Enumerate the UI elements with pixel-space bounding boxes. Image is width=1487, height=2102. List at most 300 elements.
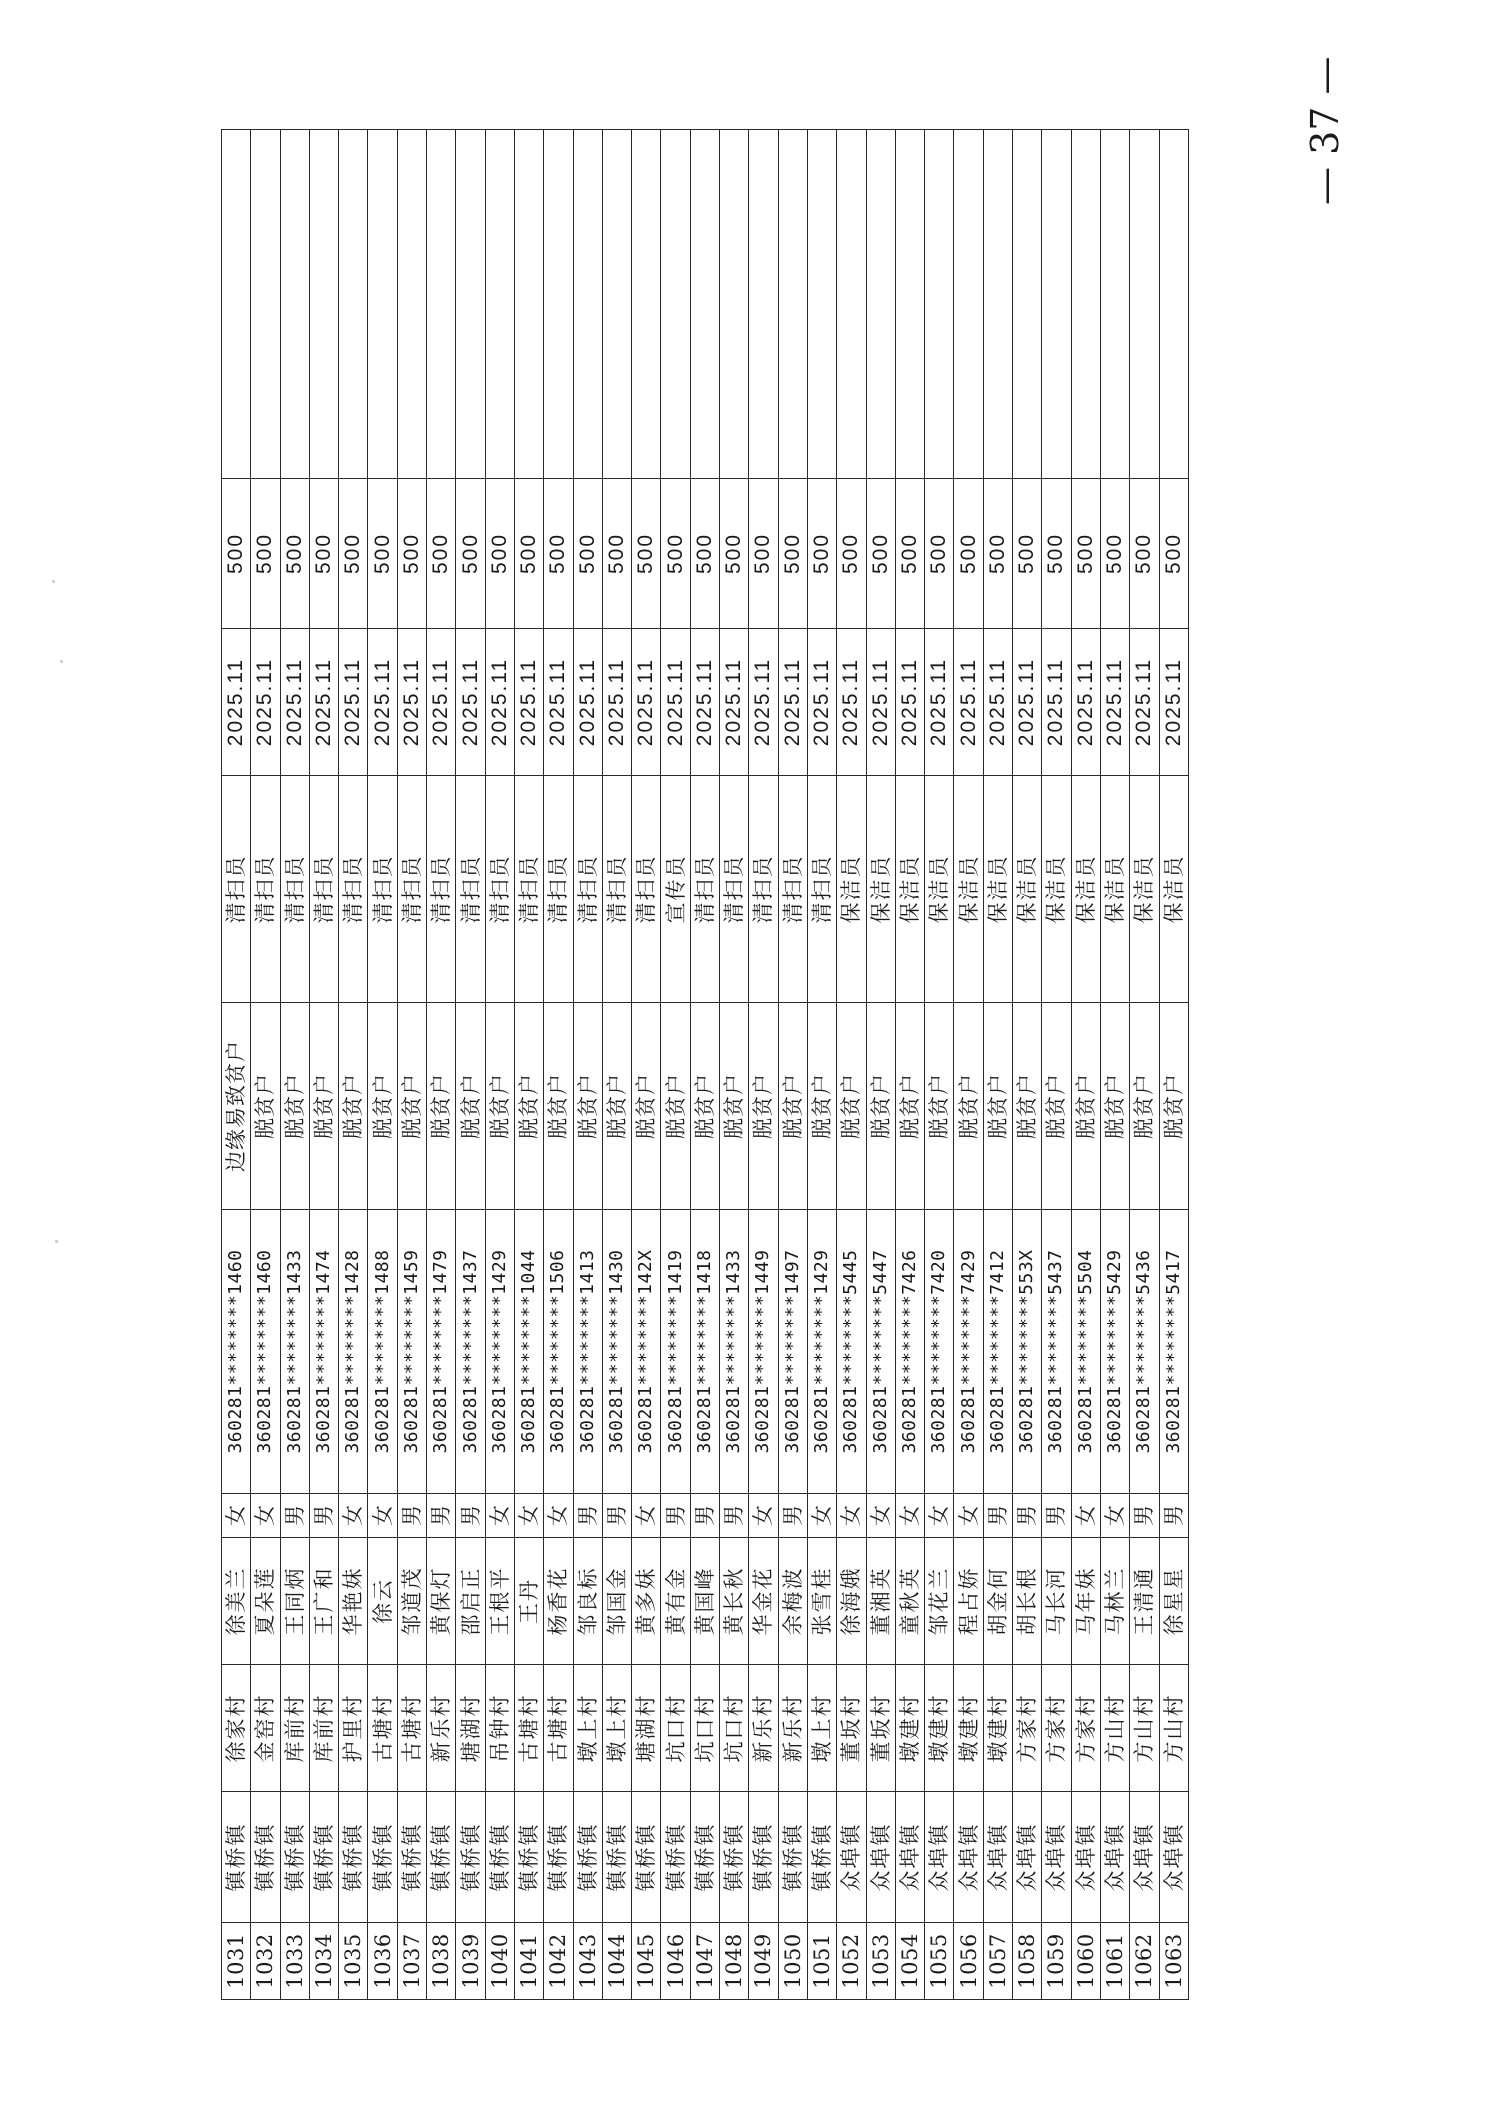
household-type-cell: 脱贫户 [1071, 1003, 1100, 1210]
table-row [251, 130, 280, 2000]
date-cell: 2025.11 [1159, 629, 1188, 776]
row-index-cell: 1043 [573, 1923, 602, 2000]
household-type-cell: 脱贫户 [632, 1003, 661, 1210]
village-cell: 库前村 [280, 1665, 309, 1792]
id-number-cell: 360281********5445 [837, 1210, 866, 1494]
table-row [632, 130, 661, 2000]
row-index-cell: 1047 [690, 1923, 719, 2000]
household-type-cell: 脱贫户 [251, 1003, 280, 1210]
sex-cell: 女 [1100, 1494, 1129, 1538]
sex-cell: 男 [397, 1494, 426, 1538]
row-index-cell: 1063 [1159, 1923, 1188, 2000]
job-cell: 清扫员 [573, 776, 602, 1003]
town-cell: 镇桥镇 [339, 1792, 368, 1923]
job-cell: 保洁员 [954, 776, 983, 1003]
household-type-cell: 边缘易致贫户 [222, 1003, 251, 1210]
table-row [456, 130, 485, 2000]
amount-cell: 500 [280, 479, 309, 629]
date-cell: 2025.11 [661, 629, 690, 776]
id-number-cell: 360281********1419 [661, 1210, 690, 1494]
id-number-cell: 360281********7426 [895, 1210, 924, 1494]
job-cell: 清扫员 [339, 776, 368, 1003]
sex-cell: 女 [866, 1494, 895, 1538]
sex-cell: 男 [661, 1494, 690, 1538]
row-index-cell: 1058 [1013, 1923, 1042, 2000]
id-number-cell: 360281********1488 [368, 1210, 397, 1494]
amount-cell: 500 [807, 479, 836, 629]
job-cell: 清扫员 [720, 776, 749, 1003]
name-cell: 胡金何 [983, 1538, 1012, 1665]
town-cell: 镇桥镇 [661, 1792, 690, 1923]
name-cell: 徐云 [368, 1538, 397, 1665]
id-number-cell: 360281********1413 [573, 1210, 602, 1494]
sex-cell: 男 [456, 1494, 485, 1538]
name-cell: 程占娇 [954, 1538, 983, 1665]
row-index-cell: 1032 [251, 1923, 280, 2000]
blank-cell [983, 130, 1012, 479]
table-row [397, 130, 426, 2000]
job-cell: 清扫员 [544, 776, 573, 1003]
town-cell: 镇桥镇 [397, 1792, 426, 1923]
village-cell: 坑口村 [720, 1665, 749, 1792]
table-row [1013, 130, 1042, 2000]
blank-cell [368, 130, 397, 479]
amount-cell: 500 [1042, 479, 1071, 629]
id-number-cell: 360281********1474 [309, 1210, 338, 1494]
amount-cell: 500 [1071, 479, 1100, 629]
row-index-cell: 1052 [837, 1923, 866, 2000]
table-row [749, 130, 778, 2000]
town-cell: 众埠镇 [954, 1792, 983, 1923]
amount-cell: 500 [925, 479, 954, 629]
town-cell: 众埠镇 [1071, 1792, 1100, 1923]
id-number-cell: 360281********1428 [339, 1210, 368, 1494]
sex-cell: 男 [573, 1494, 602, 1538]
date-cell: 2025.11 [339, 629, 368, 776]
amount-cell: 500 [602, 479, 631, 629]
id-number-cell: 360281********1433 [280, 1210, 309, 1494]
town-cell: 镇桥镇 [720, 1792, 749, 1923]
town-cell: 众埠镇 [837, 1792, 866, 1923]
job-cell: 清扫员 [456, 776, 485, 1003]
table-row [895, 130, 924, 2000]
amount-cell: 500 [339, 479, 368, 629]
job-cell: 清扫员 [427, 776, 456, 1003]
blank-cell [690, 130, 719, 479]
id-number-cell: 360281********7429 [954, 1210, 983, 1494]
roster-table [221, 129, 1189, 2000]
village-cell: 古塘村 [397, 1665, 426, 1792]
village-cell: 徐家村 [222, 1665, 251, 1792]
household-type-cell: 脱贫户 [1130, 1003, 1159, 1210]
town-cell: 众埠镇 [1100, 1792, 1129, 1923]
village-cell: 护里村 [339, 1665, 368, 1792]
amount-cell: 500 [573, 479, 602, 629]
village-cell: 方山村 [1130, 1665, 1159, 1792]
row-index-cell: 1049 [749, 1923, 778, 2000]
household-type-cell: 脱贫户 [602, 1003, 631, 1210]
town-cell: 镇桥镇 [222, 1792, 251, 1923]
table-row [720, 130, 749, 2000]
name-cell: 黄国峰 [690, 1538, 719, 1665]
name-cell: 黄多妹 [632, 1538, 661, 1665]
id-number-cell: 360281********1044 [514, 1210, 543, 1494]
name-cell: 黄有金 [661, 1538, 690, 1665]
town-cell: 众埠镇 [895, 1792, 924, 1923]
row-index-cell: 1042 [544, 1923, 573, 2000]
town-cell: 镇桥镇 [749, 1792, 778, 1923]
sex-cell: 女 [339, 1494, 368, 1538]
name-cell: 胡长根 [1013, 1538, 1042, 1665]
village-cell: 墩上村 [602, 1665, 631, 1792]
row-index-cell: 1038 [427, 1923, 456, 2000]
village-cell: 古塘村 [368, 1665, 397, 1792]
amount-cell: 500 [837, 479, 866, 629]
household-type-cell: 脱贫户 [1042, 1003, 1071, 1210]
id-number-cell: 360281********5436 [1130, 1210, 1159, 1494]
date-cell: 2025.11 [632, 629, 661, 776]
village-cell: 墩建村 [954, 1665, 983, 1792]
date-cell: 2025.11 [397, 629, 426, 776]
town-cell: 镇桥镇 [251, 1792, 280, 1923]
table-row [427, 130, 456, 2000]
name-cell: 童秋英 [895, 1538, 924, 1665]
amount-cell: 500 [397, 479, 426, 629]
village-cell: 古塘村 [544, 1665, 573, 1792]
amount-cell: 500 [661, 479, 690, 629]
sex-cell: 男 [309, 1494, 338, 1538]
blank-cell [720, 130, 749, 479]
id-number-cell: 360281********5429 [1100, 1210, 1129, 1494]
id-number-cell: 360281********5447 [866, 1210, 895, 1494]
table-row [309, 130, 338, 2000]
date-cell: 2025.11 [427, 629, 456, 776]
id-number-cell: 360281********1430 [602, 1210, 631, 1494]
job-cell: 保洁员 [1071, 776, 1100, 1003]
date-cell: 2025.11 [895, 629, 924, 776]
town-cell: 众埠镇 [866, 1792, 895, 1923]
sex-cell: 女 [368, 1494, 397, 1538]
town-cell: 镇桥镇 [807, 1792, 836, 1923]
date-cell: 2025.11 [602, 629, 631, 776]
row-index-cell: 1054 [895, 1923, 924, 2000]
date-cell: 2025.11 [720, 629, 749, 776]
row-index-cell: 1056 [954, 1923, 983, 2000]
name-cell: 华艳妹 [339, 1538, 368, 1665]
date-cell: 2025.11 [954, 629, 983, 776]
sex-cell: 女 [1071, 1494, 1100, 1538]
sex-cell: 男 [280, 1494, 309, 1538]
table-row [925, 130, 954, 2000]
town-cell: 镇桥镇 [368, 1792, 397, 1923]
row-index-cell: 1057 [983, 1923, 1012, 2000]
date-cell: 2025.11 [749, 629, 778, 776]
date-cell: 2025.11 [1071, 629, 1100, 776]
row-index-cell: 1039 [456, 1923, 485, 2000]
row-index-cell: 1040 [485, 1923, 514, 2000]
village-cell: 董坂村 [837, 1665, 866, 1792]
id-number-cell: 360281********7420 [925, 1210, 954, 1494]
household-type-cell: 脱贫户 [427, 1003, 456, 1210]
blank-cell [778, 130, 807, 479]
sex-cell: 女 [222, 1494, 251, 1538]
amount-cell: 500 [1100, 479, 1129, 629]
household-type-cell: 脱贫户 [720, 1003, 749, 1210]
table-row [1130, 130, 1159, 2000]
name-cell: 董湘英 [866, 1538, 895, 1665]
village-cell: 古塘村 [514, 1665, 543, 1792]
village-cell: 坑口村 [661, 1665, 690, 1792]
town-cell: 镇桥镇 [573, 1792, 602, 1923]
table-row [778, 130, 807, 2000]
job-cell: 清扫员 [749, 776, 778, 1003]
date-cell: 2025.11 [807, 629, 836, 776]
table-row [983, 130, 1012, 2000]
blank-cell [1159, 130, 1188, 479]
row-index-cell: 1062 [1130, 1923, 1159, 2000]
amount-cell: 500 [690, 479, 719, 629]
table-row [485, 130, 514, 2000]
blank-cell [485, 130, 514, 479]
job-cell: 保洁员 [895, 776, 924, 1003]
sex-cell: 男 [1042, 1494, 1071, 1538]
village-cell: 金窑村 [251, 1665, 280, 1792]
household-type-cell: 脱贫户 [456, 1003, 485, 1210]
blank-cell [514, 130, 543, 479]
amount-cell: 500 [222, 479, 251, 629]
name-cell: 夏朵莲 [251, 1538, 280, 1665]
job-cell: 清扫员 [280, 776, 309, 1003]
sex-cell: 男 [1159, 1494, 1188, 1538]
row-index-cell: 1031 [222, 1923, 251, 2000]
id-number-cell: 360281********1460 [222, 1210, 251, 1494]
id-number-cell: 360281********5437 [1042, 1210, 1071, 1494]
row-index-cell: 1051 [807, 1923, 836, 2000]
household-type-cell: 脱贫户 [661, 1003, 690, 1210]
village-cell: 方山村 [1159, 1665, 1188, 1792]
village-cell: 塘湖村 [632, 1665, 661, 1792]
blank-cell [251, 130, 280, 479]
date-cell: 2025.11 [837, 629, 866, 776]
town-cell: 镇桥镇 [456, 1792, 485, 1923]
household-type-cell: 脱贫户 [397, 1003, 426, 1210]
blank-cell [749, 130, 778, 479]
job-cell: 保洁员 [1042, 776, 1071, 1003]
row-index-cell: 1037 [397, 1923, 426, 2000]
row-index-cell: 1033 [280, 1923, 309, 2000]
village-cell: 新乐村 [778, 1665, 807, 1792]
sex-cell: 男 [690, 1494, 719, 1538]
date-cell: 2025.11 [573, 629, 602, 776]
amount-cell: 500 [720, 479, 749, 629]
name-cell: 马林兰 [1100, 1538, 1129, 1665]
sex-cell: 男 [983, 1494, 1012, 1538]
blank-cell [602, 130, 631, 479]
job-cell: 清扫员 [222, 776, 251, 1003]
blank-cell [1071, 130, 1100, 479]
date-cell: 2025.11 [1042, 629, 1071, 776]
blank-cell [456, 130, 485, 479]
row-index-cell: 1055 [925, 1923, 954, 2000]
household-type-cell: 脱贫户 [895, 1003, 924, 1210]
village-cell: 墩上村 [807, 1665, 836, 1792]
amount-cell: 500 [368, 479, 397, 629]
row-index-cell: 1061 [1100, 1923, 1129, 2000]
name-cell: 王清通 [1130, 1538, 1159, 1665]
sex-cell: 女 [807, 1494, 836, 1538]
blank-cell [1100, 130, 1129, 479]
amount-cell: 500 [983, 479, 1012, 629]
village-cell: 新乐村 [427, 1665, 456, 1792]
name-cell: 杨香花 [544, 1538, 573, 1665]
job-cell: 保洁员 [925, 776, 954, 1003]
town-cell: 镇桥镇 [309, 1792, 338, 1923]
table-row [339, 130, 368, 2000]
sex-cell: 男 [720, 1494, 749, 1538]
sex-cell: 男 [602, 1494, 631, 1538]
household-type-cell: 脱贫户 [807, 1003, 836, 1210]
village-cell: 董坂村 [866, 1665, 895, 1792]
blank-cell [397, 130, 426, 479]
date-cell: 2025.11 [1100, 629, 1129, 776]
id-number-cell: 360281********7412 [983, 1210, 1012, 1494]
table-row [954, 130, 983, 2000]
blank-cell [1013, 130, 1042, 479]
sex-cell: 女 [837, 1494, 866, 1538]
town-cell: 镇桥镇 [602, 1792, 631, 1923]
name-cell: 王根平 [485, 1538, 514, 1665]
household-type-cell: 脱贫户 [280, 1003, 309, 1210]
scan-speck [52, 580, 55, 583]
sex-cell: 男 [1130, 1494, 1159, 1538]
id-number-cell: 360281********1497 [778, 1210, 807, 1494]
town-cell: 镇桥镇 [632, 1792, 661, 1923]
household-type-cell: 脱贫户 [309, 1003, 338, 1210]
id-number-cell: 360281********1429 [485, 1210, 514, 1494]
date-cell: 2025.11 [309, 629, 338, 776]
scan-speck [60, 660, 63, 663]
blank-cell [339, 130, 368, 479]
name-cell: 邹花兰 [925, 1538, 954, 1665]
amount-cell: 500 [1130, 479, 1159, 629]
household-type-cell: 脱贫户 [983, 1003, 1012, 1210]
job-cell: 保洁员 [983, 776, 1012, 1003]
name-cell: 徐美兰 [222, 1538, 251, 1665]
id-number-cell: 360281********1449 [749, 1210, 778, 1494]
job-cell: 保洁员 [1130, 776, 1159, 1003]
amount-cell: 500 [632, 479, 661, 629]
date-cell: 2025.11 [544, 629, 573, 776]
name-cell: 王同炳 [280, 1538, 309, 1665]
name-cell: 王广和 [309, 1538, 338, 1665]
table-row [280, 130, 309, 2000]
household-type-cell: 脱贫户 [837, 1003, 866, 1210]
village-cell: 坑口村 [690, 1665, 719, 1792]
row-index-cell: 1036 [368, 1923, 397, 2000]
amount-cell: 500 [954, 479, 983, 629]
blank-cell [954, 130, 983, 479]
row-index-cell: 1045 [632, 1923, 661, 2000]
name-cell: 邵启正 [456, 1538, 485, 1665]
table-row [661, 130, 690, 2000]
job-cell: 清扫员 [778, 776, 807, 1003]
name-cell: 马年妹 [1071, 1538, 1100, 1665]
date-cell: 2025.11 [456, 629, 485, 776]
village-cell: 方家村 [1013, 1665, 1042, 1792]
id-number-cell: 360281********5417 [1159, 1210, 1188, 1494]
village-cell: 墩建村 [895, 1665, 924, 1792]
amount-cell: 500 [1159, 479, 1188, 629]
amount-cell: 500 [749, 479, 778, 629]
household-type-cell: 脱贫户 [778, 1003, 807, 1210]
row-index-cell: 1034 [309, 1923, 338, 2000]
job-cell: 清扫员 [397, 776, 426, 1003]
blank-cell [544, 130, 573, 479]
name-cell: 张雪桂 [807, 1538, 836, 1665]
job-cell: 清扫员 [514, 776, 543, 1003]
id-number-cell: 360281********553X [1013, 1210, 1042, 1494]
name-cell: 黄长秋 [720, 1538, 749, 1665]
blank-cell [427, 130, 456, 479]
name-cell: 黄保灯 [427, 1538, 456, 1665]
job-cell: 清扫员 [632, 776, 661, 1003]
table-row [1100, 130, 1129, 2000]
page-number: — 37 — [1303, 56, 1347, 205]
blank-cell [1042, 130, 1071, 479]
table-row [368, 130, 397, 2000]
household-type-cell: 脱贫户 [573, 1003, 602, 1210]
village-cell: 方家村 [1042, 1665, 1071, 1792]
job-cell: 清扫员 [485, 776, 514, 1003]
name-cell: 余梅波 [778, 1538, 807, 1665]
household-type-cell: 脱贫户 [690, 1003, 719, 1210]
household-type-cell: 脱贫户 [954, 1003, 983, 1210]
town-cell: 镇桥镇 [544, 1792, 573, 1923]
row-index-cell: 1035 [339, 1923, 368, 2000]
row-index-cell: 1046 [661, 1923, 690, 2000]
village-cell: 墩建村 [925, 1665, 954, 1792]
amount-cell: 500 [485, 479, 514, 629]
household-type-cell: 脱贫户 [1013, 1003, 1042, 1210]
date-cell: 2025.11 [514, 629, 543, 776]
household-type-cell: 脱贫户 [749, 1003, 778, 1210]
date-cell: 2025.11 [866, 629, 895, 776]
job-cell: 清扫员 [368, 776, 397, 1003]
date-cell: 2025.11 [280, 629, 309, 776]
name-cell: 邹良标 [573, 1538, 602, 1665]
village-cell: 方家村 [1071, 1665, 1100, 1792]
blank-cell [895, 130, 924, 479]
blank-cell [309, 130, 338, 479]
job-cell: 保洁员 [866, 776, 895, 1003]
id-number-cell: 360281********1418 [690, 1210, 719, 1494]
name-cell: 徐星星 [1159, 1538, 1188, 1665]
job-cell: 清扫员 [807, 776, 836, 1003]
name-cell: 徐海娥 [837, 1538, 866, 1665]
id-number-cell: 360281********1429 [807, 1210, 836, 1494]
sex-cell: 女 [749, 1494, 778, 1538]
sex-cell: 女 [544, 1494, 573, 1538]
date-cell: 2025.11 [1013, 629, 1042, 776]
sex-cell: 女 [485, 1494, 514, 1538]
sex-cell: 女 [925, 1494, 954, 1538]
job-cell: 保洁员 [1159, 776, 1188, 1003]
date-cell: 2025.11 [690, 629, 719, 776]
id-number-cell: 360281********1479 [427, 1210, 456, 1494]
table-row [544, 130, 573, 2000]
household-type-cell: 脱贫户 [1100, 1003, 1129, 1210]
blank-cell [573, 130, 602, 479]
